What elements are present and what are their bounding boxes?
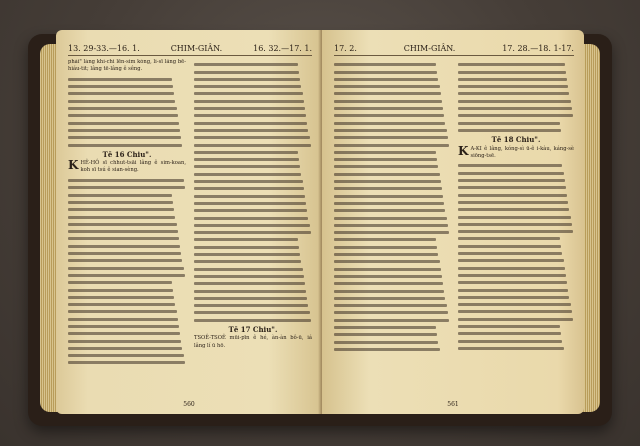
page-edges-right [582,44,600,412]
text-line [334,224,448,227]
text-line [68,252,181,255]
right-chapter-heading-18: Tē 18 Chiu". [491,135,541,145]
text-line [458,223,572,226]
text-line [194,290,306,293]
text-line [194,158,299,161]
text-line [458,92,569,95]
text-line [68,186,185,189]
right-running-head [334,44,574,56]
text-line [194,100,304,103]
text-line [334,282,443,285]
text-line [458,340,562,343]
right-ref-end: 17. 28.—18. 1-17. [502,44,574,53]
text-line [334,136,448,139]
text-line [334,187,442,190]
text-line [194,173,301,176]
text-line [334,275,442,278]
right-page [322,30,584,414]
text-line [334,107,443,110]
text-line [334,341,438,344]
text-line [194,180,303,183]
text-line [334,158,437,161]
left-chapter16-opening: HÊ-HÔ sī chhut-tsāi lâng ê sim-koan, koh sī tsú ê sian-sèng. [80,160,186,174]
text-line [194,217,308,220]
text-line [68,144,182,147]
text-line [334,195,443,198]
text-line [68,332,180,335]
text-line [68,274,185,277]
text-line [334,202,444,205]
text-line [68,85,173,88]
text-line [334,217,447,220]
text-line [68,92,174,95]
text-line [334,326,436,329]
text-line [334,246,437,249]
text-line [68,136,181,139]
text-line [68,289,173,292]
left-chapter17-opening: TSOÊ-TSOÊ mūi-pīn ê hé, àn-àn bô-ū, iá lâng lí ū hō. [194,335,312,349]
text-line [68,296,174,299]
text-line [194,92,303,95]
text-line [334,63,436,66]
text-line [194,151,298,154]
text-line [458,347,564,350]
text-line [194,129,308,132]
right-ref-start: 17. 2. [334,44,357,53]
text-line [68,310,177,313]
text-line [334,304,447,307]
text-line [458,78,567,81]
text-line [194,114,306,117]
text-line [68,281,172,284]
text-line [458,230,573,233]
text-line [68,179,184,182]
text-line [458,129,561,132]
text-line [68,230,178,233]
text-line [334,151,436,154]
text-line [68,325,179,328]
text-line [334,348,440,351]
text-line [458,122,560,125]
text-line [68,107,177,110]
text-line [194,209,307,212]
text-line [334,92,441,95]
left-ref-start: 13. 29-33.—16. 1. [68,44,140,53]
text-line [458,63,565,66]
right-page-number: 561 [447,401,459,408]
text-line [334,180,441,183]
text-line [68,122,179,125]
text-line [458,296,569,299]
text-line [68,259,182,262]
text-line [458,259,564,262]
text-line [458,172,564,175]
left-page [56,30,322,414]
text-line [68,114,178,117]
text-line [68,129,180,132]
text-line [334,319,449,322]
text-line [458,332,561,335]
right-chapter18-opening: A-KI ê lâng, kóng-sì ū-ê i-kàu, káng-sè siōng-tsē. [470,145,574,159]
text-line [334,144,449,147]
text-line [334,268,441,271]
text-line [458,114,573,117]
text-line [334,290,444,293]
text-line [68,340,181,343]
text-line [68,78,172,81]
text-line [68,361,185,364]
text-line [458,267,565,270]
text-line [334,209,445,212]
text-line [458,310,572,313]
text-line [458,216,571,219]
text-line [68,267,184,270]
text-line [334,129,447,132]
text-line [458,186,566,189]
text-line [68,201,173,204]
text-line [68,194,172,197]
left-title: CHIM-GIÂN. [170,44,223,53]
text-line [334,231,449,234]
text-line [68,208,174,211]
text-line [194,275,304,278]
text-line [194,238,298,241]
text-line [458,252,562,255]
text-line [334,165,438,168]
text-line [194,107,305,110]
text-line [334,297,445,300]
left-ref-end: 16. 32.—17. 1. [253,44,312,53]
text-line [68,223,177,226]
text-line [68,303,175,306]
left-column-2 [194,59,312,389]
text-line [458,274,566,277]
right-dropcap: K [458,143,469,158]
text-line [194,71,299,74]
text-line [458,100,571,103]
left-chapter-heading-16: Tē 16 Chiu". [102,149,152,159]
text-line [194,297,307,300]
text-line [68,354,184,357]
text-line [458,318,573,321]
text-line [334,173,440,176]
left-col1-text-lines [68,78,186,389]
left-running-head [68,44,312,56]
text-line [194,246,299,249]
right-column-2 [458,59,574,389]
text-line [194,165,300,168]
text-line [194,63,298,66]
text-line [334,78,438,81]
text-line [194,319,311,322]
text-line [194,260,301,263]
text-line [68,347,182,350]
text-line [458,201,568,204]
text-line [458,107,572,110]
text-line [194,231,311,234]
text-line [194,311,310,314]
text-line [194,253,300,256]
text-line [458,71,566,74]
text-line [194,195,305,198]
left-column-1 [68,59,186,389]
text-line [458,281,567,284]
text-line [194,136,310,139]
text-line [194,122,307,125]
text-line [458,237,560,240]
text-line [194,187,304,190]
text-line [334,100,442,103]
text-line [334,114,444,117]
right-title: CHIM-GIÂN. [403,44,456,53]
text-line [334,311,448,314]
text-line [458,325,560,328]
text-line [194,224,310,227]
text-line [68,237,179,240]
text-line [334,333,437,336]
text-line [458,194,567,197]
text-line [194,304,308,307]
text-line [68,216,175,219]
text-line [194,268,303,271]
text-line [334,260,440,263]
text-line [68,318,178,321]
text-line [458,164,562,167]
text-line [334,85,440,88]
text-line [458,208,569,211]
text-line [458,179,565,182]
left-col1-opening-text: phái" láng khí-chi lēn-sim kóng, lí-sī lâng bē-hiáu-tit; lâng tē-lâng ê sêng. [68,59,186,73]
text-line [458,289,568,292]
text-line [334,71,437,74]
left-dropcap: K [68,158,79,173]
left-chapter-heading-17: Tē 17 Chiu". [228,324,278,334]
text-line [68,245,180,248]
text-line [334,253,438,256]
text-line [194,78,300,81]
text-line [194,202,306,205]
right-column-1 [334,59,450,389]
text-line [458,85,568,88]
text-line [194,85,301,88]
text-line [334,238,436,241]
text-line [458,303,571,306]
text-line [68,100,175,103]
text-line [194,282,305,285]
text-line [194,144,311,147]
text-line [458,245,561,248]
left-page-number: 560 [183,401,195,408]
text-line [334,122,445,125]
